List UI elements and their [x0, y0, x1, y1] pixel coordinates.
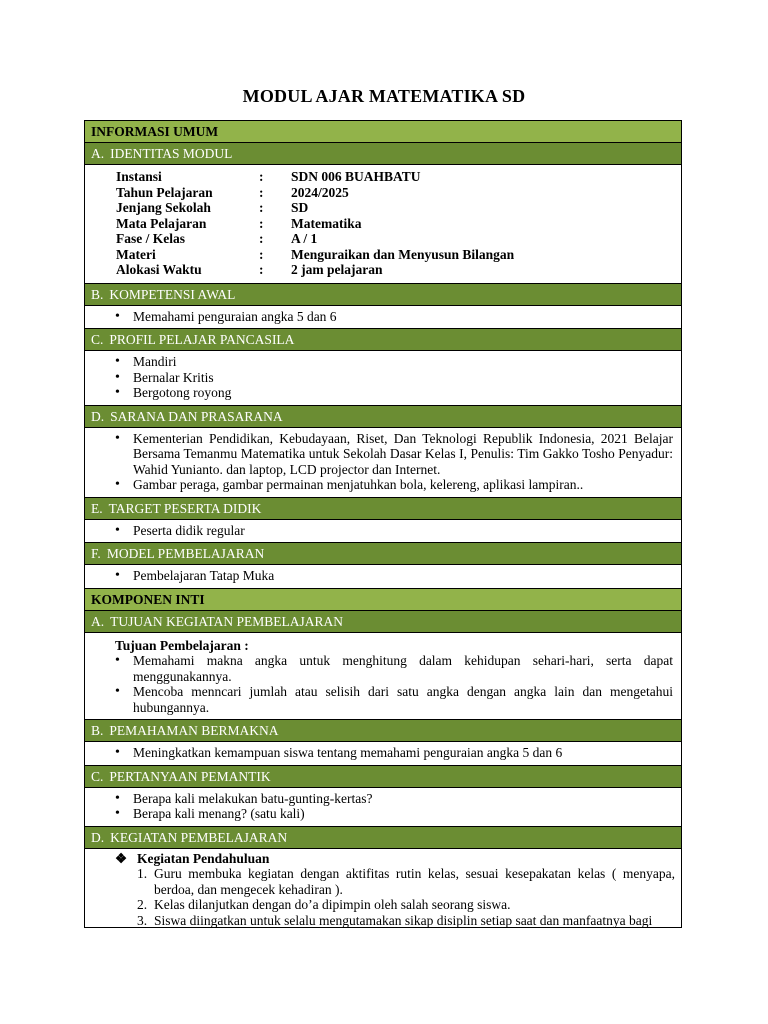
list-item — [137, 913, 675, 927]
bullet-list — [85, 306, 681, 329]
info-colon: : — [259, 200, 264, 215]
info-key: Materi — [116, 246, 156, 262]
section-title: TUJUAN KEGIATAN PEMBELAJARAN — [110, 613, 344, 629]
info-value: SDN 006 BUAHBATU — [291, 169, 421, 184]
bullet-list — [85, 428, 681, 497]
info-value: 2024/2025 — [291, 184, 349, 200]
section-pemahaman-bermakna — [85, 720, 681, 742]
info-value: 2 jam pelajaran — [291, 262, 383, 277]
kompetensi-body — [85, 306, 681, 330]
info-row — [116, 262, 681, 278]
section-number: B. — [91, 286, 104, 302]
tujuan-label: Tujuan Pembelajaran : — [115, 637, 249, 653]
info-row — [116, 247, 681, 263]
identitas-info — [85, 165, 681, 284]
section-title: PROFIL PELAJAR PANCASILA — [109, 332, 295, 347]
info-colon: : — [259, 262, 264, 277]
list-item: • Pembelajaran Tatap Muka — [115, 568, 673, 584]
document-title: MODUL AJAR MATEMATIKA SD — [242, 86, 526, 106]
section-title: KEGIATAN PEMBELAJARAN — [110, 829, 288, 845]
section-title: KOMPETENSI AWAL — [109, 286, 236, 302]
section-number: D. — [91, 829, 105, 845]
info-colon: : — [259, 169, 264, 184]
info-colon: : — [259, 231, 264, 246]
item-text: Kelas dilanjutkan dengan do’a dipimpin oleh salah seorang siswa. — [154, 897, 511, 912]
info-row — [116, 200, 681, 216]
item-number: 2. — [137, 897, 148, 912]
info-colon: : — [259, 184, 264, 200]
info-value: Menguraikan dan Menyusun Bilangan — [291, 246, 515, 262]
section-tujuan-kegiatan — [85, 611, 681, 633]
item-text: Guru membuka kegiatan dengan aktifitas rutin kelas, sesuai kesepakatan kelas ( menyapa, berdoa, dan mengecek kehadiran ). — [154, 866, 675, 897]
section-title: IDENTITAS MODUL — [110, 146, 233, 161]
list-item: • Bernalar Kritis — [115, 370, 673, 386]
section-number: D. — [91, 408, 105, 424]
section-target-peserta — [85, 498, 681, 520]
section-title: SARANA DAN PRASARANA — [110, 408, 283, 424]
sarana-body — [85, 428, 681, 498]
list-item: • Peserta didik regular — [115, 523, 673, 539]
item-number: 1. — [137, 866, 148, 881]
list-item: • Memahami makna angka untuk menghitung dalam kehidupan sehari-hari, serta dapat menggunakannya. — [115, 653, 673, 684]
list-item: • Memahami penguraian angka 5 dan 6 — [115, 309, 673, 325]
module-table — [84, 120, 682, 928]
pemahaman-body — [85, 742, 681, 766]
tujuan-body — [85, 633, 681, 721]
kegiatan-body — [85, 849, 681, 927]
bullet-list — [85, 520, 681, 543]
list-item: • Mandiri — [115, 354, 673, 370]
info-value: Matematika — [291, 215, 362, 231]
section-pertanyaan-pemantik — [85, 766, 681, 788]
section-number: F. — [91, 546, 101, 561]
info-key: Tahun Pelajaran — [116, 184, 213, 200]
section-model-pembelajaran — [85, 543, 681, 565]
section-title: MODEL PEMBELAJARAN — [106, 546, 265, 561]
info-key: Instansi — [116, 169, 162, 184]
list-item: • Gambar peraga, gambar permainan menjatuhkan bola, kelereng, aplikasi lampiran.. — [115, 477, 673, 493]
info-row — [116, 216, 681, 232]
section-number: A. — [91, 613, 105, 629]
diamond-bullet-icon: ❖ — [115, 850, 128, 866]
info-key: Jenjang Sekolah — [116, 200, 211, 215]
info-row — [116, 231, 681, 247]
info-key: Alokasi Waktu — [116, 262, 202, 277]
target-body — [85, 520, 681, 544]
list-item: • Mencoba menncari jumlah atau selisih dari satu angka dengan angka lain dan mengetahui hubungannya. — [115, 684, 673, 715]
list-item: • Meningkatkan kemampuan siswa tentang memahami penguraian angka 5 dan 6 — [115, 745, 673, 761]
section-title: TARGET PESERTA DIDIK — [108, 500, 262, 516]
section-number: C. — [91, 332, 104, 347]
info-value: SD — [291, 200, 309, 215]
section-number: A. — [91, 146, 105, 161]
model-body — [85, 565, 681, 589]
kegiatan-subtitle — [115, 851, 675, 867]
info-key: Fase / Kelas — [116, 231, 185, 246]
list-item — [137, 897, 675, 913]
pertanyaan-body — [85, 788, 681, 827]
section-identitas-modul — [85, 143, 681, 165]
item-text: Siswa diingatkan untuk selalu mengutamakan sikap disiplin setiap saat dan manfaatnya bagi — [154, 912, 653, 927]
section-number: E. — [91, 500, 103, 516]
section-kegiatan-pembelajaran — [85, 827, 681, 849]
section-number: B. — [91, 723, 104, 738]
section-komponen-inti: KOMPONEN INTI — [85, 589, 681, 611]
bullet-list — [85, 653, 681, 719]
section-title: PERTANYAAN PEMANTIK — [109, 768, 271, 784]
kegiatan-subtitle-text: Kegiatan Pendahuluan — [137, 850, 270, 866]
list-item: • Berapa kali melakukan batu-gunting-kertas? — [115, 791, 673, 807]
section-profil-pelajar — [85, 329, 681, 351]
list-item: • Bergotong royong — [115, 385, 673, 401]
list-item — [137, 866, 675, 897]
section-sarana-prasarana — [85, 406, 681, 428]
profil-body — [85, 351, 681, 406]
bullet-list — [85, 351, 681, 405]
list-item: • Kementerian Pendidikan, Kebudayaan, Riset, Dan Teknologi Republik Indonesia, 2021 Belajar Bersama Temanmu Matematika untuk Sekolah Dasar Kelas I, Penulis: Tim Gakko Tosho Penyadur: Wahid Yunianto. dan laptop, LCD projector dan Internet. — [115, 431, 673, 478]
info-row — [116, 169, 681, 185]
info-value: A / 1 — [291, 231, 318, 246]
info-key: Mata Pelajaran — [116, 215, 207, 231]
section-title: PEMAHAMAN BERMAKNA — [109, 723, 279, 738]
bullet-list — [85, 565, 681, 588]
info-row — [116, 185, 681, 201]
info-colon: : — [259, 215, 264, 231]
bullet-list — [85, 788, 681, 826]
item-number: 3. — [137, 912, 148, 927]
section-number: C. — [91, 768, 104, 784]
bullet-list — [85, 742, 681, 765]
info-colon: : — [259, 246, 264, 262]
section-informasi-umum: INFORMASI UMUM — [85, 121, 681, 143]
numbered-list — [115, 866, 675, 927]
section-kompetensi-awal — [85, 284, 681, 306]
list-item: • Berapa kali menang? (satu kali) — [115, 806, 673, 822]
